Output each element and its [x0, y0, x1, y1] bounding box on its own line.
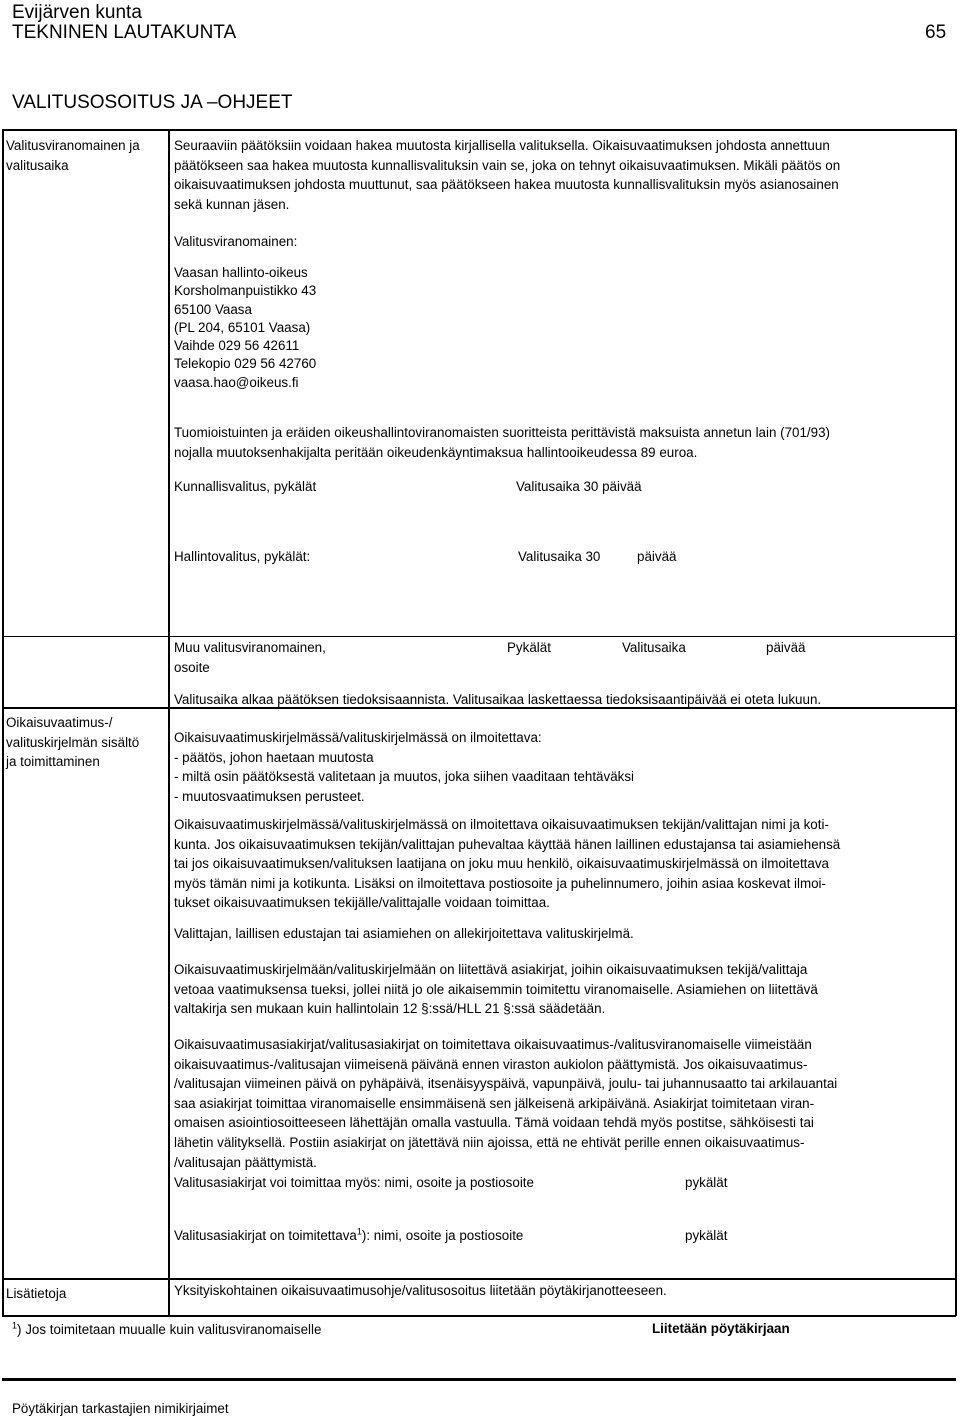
- text-line: nojalla muutoksenhakijalta peritään oikeudenkäyntimaksua hallintooikeudessa 89 euroa.: [174, 444, 698, 460]
- table-column-divider: [168, 129, 170, 1316]
- text-part: Valitusasiakirjat on toimitettava: [174, 1228, 357, 1243]
- text-part: ): nimi, osoite ja postiosoite: [361, 1228, 524, 1243]
- text-line: omaisen asiointiosoitteeseen lähettäjän omalla vastuulla. Tämä voidaan tehdä myös postitse, sähköisesti tai: [174, 1115, 814, 1131]
- administrative-appeal-period: Valitusaika 30: [518, 549, 601, 564]
- email-address: vaasa.hao@oikeus.fi: [174, 374, 299, 390]
- appeal-start-note: Valitusaika alkaa päätöksen tiedoksisaannista. Valitusaikaa laskettaessa tiedoksisaantipäivää ei oteta lukuun.: [174, 692, 822, 707]
- separator-other-authority: [2, 636, 956, 637]
- text-line: Oikaisuvaatimuskirjelmässä/valituskirjelmässä on ilmoitettava:: [174, 730, 542, 745]
- label-line: valitusaika: [6, 157, 69, 173]
- table-right-border: [955, 129, 957, 1316]
- attach-to-minutes: Liitetään pöytäkirjaan: [652, 1321, 790, 1336]
- municipal-appeal-label: Kunnallisvalitus, pykälät: [174, 479, 317, 494]
- table-top-border: [2, 129, 956, 131]
- section-label-additional-info: Lisätietoja: [6, 1286, 67, 1301]
- authority-heading: Valitusviranomainen:: [174, 234, 298, 249]
- text-line: kunta. Jos oikaisuvaatimuksen tekijän/valittajan puhevaltaa käyttää hänen laillinen edustajansa tai asiamiehensä: [174, 836, 841, 852]
- document-title: VALITUSOSOITUS JA –OHJEET: [12, 92, 293, 113]
- label-line: Valitusviranomainen ja: [6, 138, 140, 153]
- other-col-pykalat: Pykälät: [507, 640, 551, 655]
- separator-section3: [2, 1278, 956, 1280]
- text-line: Oikaisuvaatimusasiakirjat/valitusasiakirjat on toimitettava oikaisuvaatimus-/valitusviranomaiselle viimeistään: [174, 1037, 812, 1052]
- text-line: saa asiakirjat toimittaa viranomaiselle ensimmäisenä sen jälkeisenä arkipäivänä. Asiakirjat toimitetaan viran-: [174, 1095, 815, 1111]
- delivery-option-1: Valitusasiakirjat voi toimittaa myös: nimi, osoite ja postiosoite: [174, 1175, 534, 1190]
- municipal-appeal-period: Valitusaika 30 päivää: [516, 479, 642, 494]
- text-line: Tuomioistuinten ja eräiden oikeushallintoviranomaisten suoritteista perittävistä maksuista annetun lain (701/93): [174, 425, 831, 440]
- delivery-option-2: [174, 1226, 523, 1246]
- text-line: myös tämän nimi ja kotikunta. Lisäksi on ilmoitettava postiosoite ja puhelinnumero, joihin asiaa koskevat ilmoi-: [174, 875, 826, 891]
- footnote-marker: 1: [12, 1320, 18, 1331]
- appellant-info-paragraph: [174, 815, 840, 913]
- table-left-border: [2, 129, 4, 1316]
- text-line: vetoaa vaatimuksensa tueksi, jollei niitä jo ole aikaisemmin toimitettu viranomaiselle. Asiamiehen on liitettävä: [174, 981, 818, 997]
- section-label-authority: [6, 136, 140, 175]
- text-line: sekä kunnan jäsen.: [174, 196, 290, 212]
- address-line: Telekopio 029 56 42760: [174, 356, 317, 372]
- other-col-valitusaika: Valitusaika: [622, 640, 686, 655]
- address-line: 65100 Vaasa: [174, 301, 252, 317]
- address-line: Vaihde 029 56 42611: [174, 338, 300, 354]
- footnote-text: ) Jos toimitetaan muualle kuin valitusviranomaiselle: [17, 1322, 322, 1337]
- required-content-list: [174, 728, 634, 806]
- administrative-appeal-label: Hallintovalitus, pykälät:: [174, 549, 311, 564]
- board-name: TEKNINEN LAUTAKUNTA: [12, 22, 237, 43]
- label-line: ja toimittaminen: [6, 754, 100, 770]
- authority-address: [174, 264, 316, 392]
- delivery-option-1-sections: pykälät: [685, 1175, 728, 1190]
- section-label-content: [6, 713, 139, 772]
- additional-info-text: Yksityiskohtainen oikaisuvaatimusohje/valitusosoitus liitetään pöytäkirjanotteeseen.: [174, 1283, 667, 1298]
- address-line: Vaasan hallinto-oikeus: [174, 265, 308, 280]
- administrative-appeal-days: päivää: [637, 549, 677, 564]
- signatures-label: Pöytäkirjan tarkastajien nimikirjaimet: [12, 1401, 229, 1416]
- other-authority-label: [174, 638, 326, 677]
- text-line: oikaisuvaatimuksen johdosta muuttunut, saa päätökseen hakea muutosta kunnallisvalituksin myös asianosainen: [174, 177, 839, 193]
- list-item: - miltä osin päätöksestä valitetaan ja muutos, joka siihen vaaditaan tehtäväksi: [174, 769, 635, 785]
- footer-rule: [2, 1378, 956, 1381]
- fee-paragraph: [174, 423, 830, 462]
- text-line: oikaisuvaatimus-/valitusajan viimeisenä päivänä ennen viraston aukiolon päättymistä. Jos oikaisuvaatimus-: [174, 1056, 808, 1072]
- label-line: valituskirjelmän sisältö: [6, 734, 140, 750]
- list-item: - muutosvaatimuksen perusteet.: [174, 788, 365, 804]
- text-line: /valitusajan päättymistä.: [174, 1154, 317, 1170]
- footnote: [12, 1320, 321, 1340]
- text-line: Seuraaviin päätöksiin voidaan hakea muutosta kirjallisella valituksella. Oikaisuvaatimuksen johdosta annettuun: [174, 138, 830, 153]
- attachments-paragraph: [174, 960, 818, 1019]
- page-number: 65: [925, 22, 947, 43]
- text-line: Muu valitusviranomainen,: [174, 640, 326, 655]
- delivery-deadline-paragraph: [174, 1035, 837, 1172]
- signature-requirement: Valittajan, laillisen edustajan tai asiamiehen on allekirjoitettava valituskirjelmä.: [174, 926, 634, 941]
- intro-paragraph: [174, 136, 840, 214]
- text-line: tai jos oikaisuvaatimuksen/valituksen laatijana on joku muu henkilö, oikaisuvaatimuskirjelmässä on ilmoitettava: [174, 856, 829, 872]
- other-col-paivaa: päivää: [766, 640, 806, 655]
- text-line: valtakirja sen mukaan kuin hallintolain 12 §:ssä/HLL 21 §:ssä säädetään.: [174, 1001, 606, 1017]
- label-line: Oikaisuvaatimus-/: [6, 715, 113, 730]
- text-line: lähetin välityksellä. Postiin asiakirjat on jätettävä niin ajoissa, että ne ehtivät perille ennen oikaisuvaatimus-: [174, 1134, 805, 1150]
- text-line: Oikaisuvaatimuskirjelmään/valituskirjelmään on liitettävä asiakirjat, joihin oikaisuvaatimuksen tekijä/valittaja: [174, 962, 808, 977]
- footnote-marker: 1: [356, 1226, 362, 1237]
- address-line: Korsholmanpuistikko 43: [174, 283, 317, 299]
- table-bottom-border: [2, 1315, 956, 1317]
- list-item: - päätös, johon haetaan muutosta: [174, 749, 374, 765]
- text-line: päätökseen saa hakea muutosta kunnallisvalituksin vain se, joka on tehnyt oikaisuvaatimuksen. Mikäli päätös on: [174, 157, 841, 173]
- address-line: (PL 204, 65101 Vaasa): [174, 319, 311, 335]
- text-line: Oikaisuvaatimuskirjelmässä/valituskirjelmässä on ilmoitettava oikaisuvaatimuksen tekijän/valittajan nimi ja koti-: [174, 817, 829, 832]
- municipality-name: Evijärven kunta: [12, 2, 142, 23]
- delivery-option-2-sections: pykälät: [685, 1228, 728, 1243]
- text-line: osoite: [174, 659, 210, 675]
- text-line: tukset oikaisuvaatimuksen tekijälle/valittajalle voidaan toimittaa.: [174, 895, 550, 911]
- text-line: /valitusajan viimeinen päivä on pyhäpäivä, itsenäisyyspäivä, vapunpäivä, joulu- tai juhannusaatto tai arkilauantai: [174, 1076, 838, 1092]
